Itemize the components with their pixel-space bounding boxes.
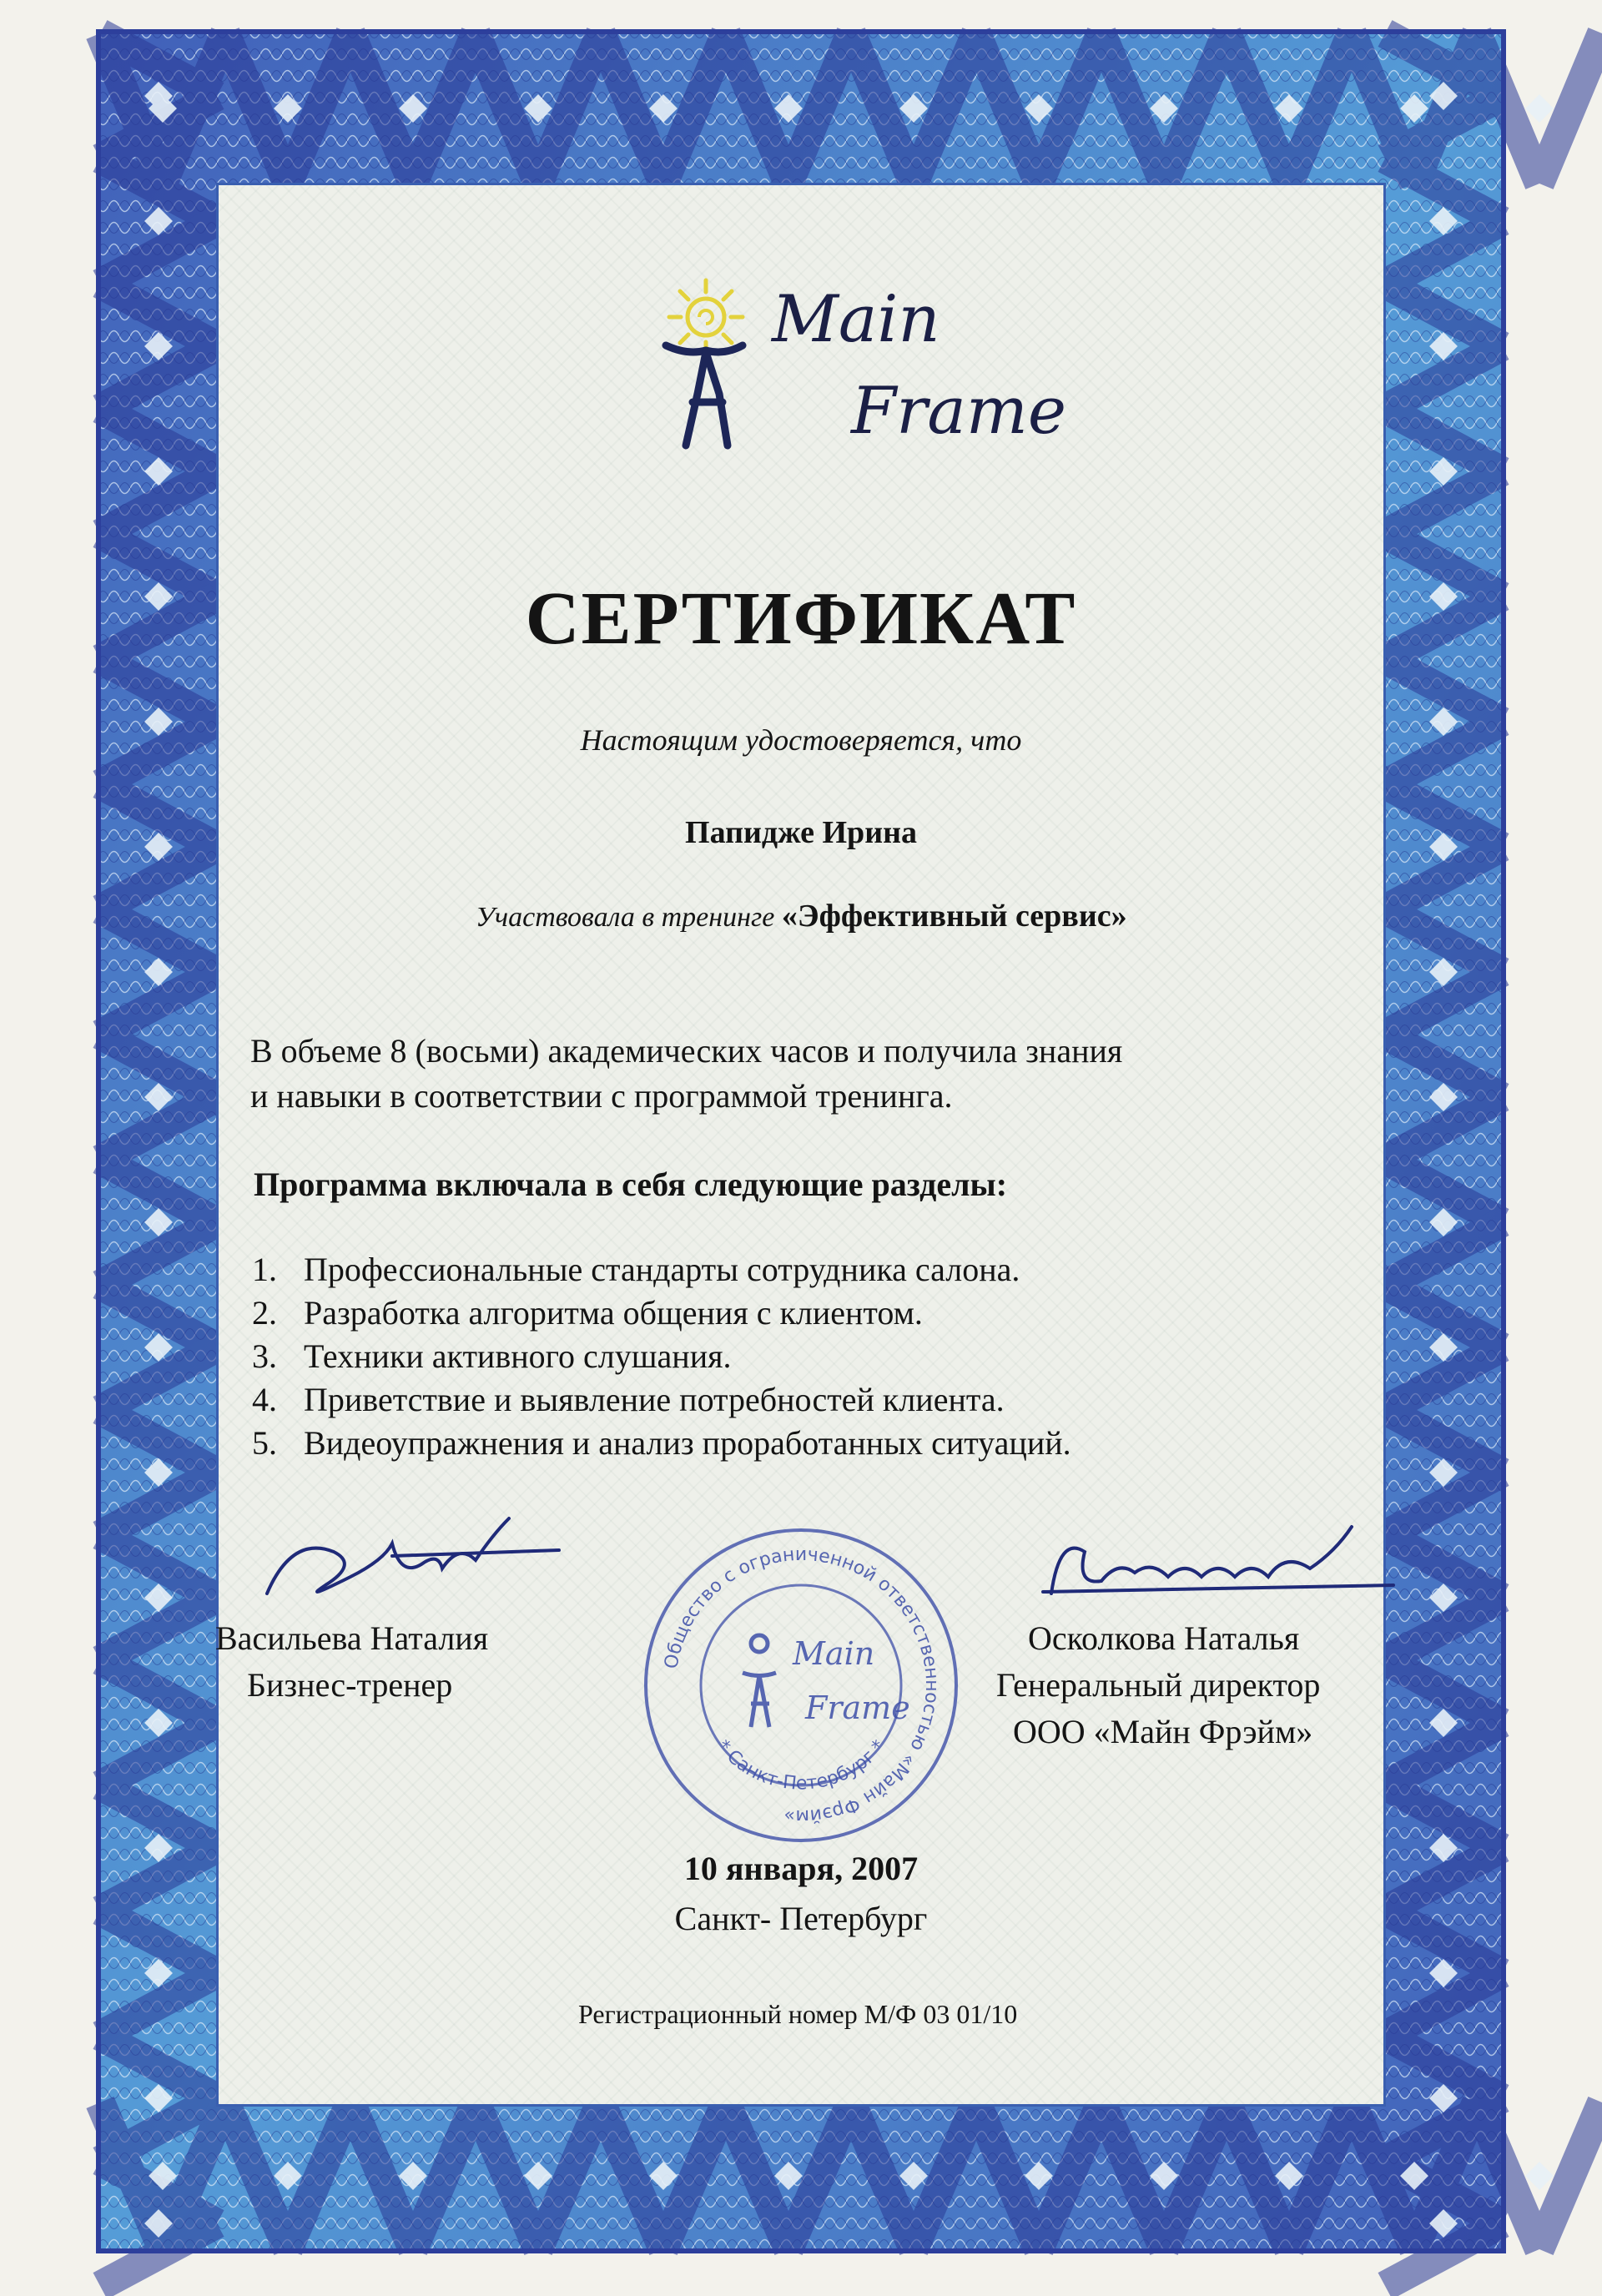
stamp-logo-icon [743, 1635, 776, 1727]
list-item-number: 2. [252, 1294, 277, 1332]
signatory-right-role: Генеральный директор [996, 1666, 1321, 1704]
svg-text:* Санкт-Петербург * [713, 1736, 890, 1794]
certificate-city: Санкт- Петербург [674, 1900, 928, 1937]
list-item-number: 4. [252, 1381, 277, 1418]
list-item-number: 3. [252, 1337, 277, 1375]
list-item-number: 1. [252, 1251, 277, 1288]
list-item [252, 1422, 1071, 1465]
list-item-number: 5. [252, 1424, 277, 1462]
stamp-bottom-text: * Санкт-Петербург * [712, 1736, 890, 1795]
signatory-right-company: ООО «Майн Фрэйм» [1013, 1713, 1313, 1750]
recipient-name: Папидже Ирина [685, 815, 917, 850]
training-prefix: Участвовала в тренинге [476, 902, 775, 933]
training-line [476, 898, 1127, 934]
logo-text-main: Main [772, 282, 940, 357]
body-text-line-1: В объеме 8 (восьми) академических часов и получила знания [250, 1032, 1123, 1070]
signatory-left-name: Васильева Наталия [215, 1619, 489, 1657]
list-item [252, 1378, 1071, 1422]
body-text-line-2: и навыки в соответствии с программой тренинга. [250, 1077, 953, 1115]
list-item-text: Видеоупражнения и анализ проработанных ситуаций. [304, 1424, 1071, 1462]
logo-text-frame: Frame [851, 374, 1067, 449]
program-heading: Программа включала в себя следующие разделы: [254, 1166, 1008, 1203]
list-item-text: Разработка алгоритма общения с клиентом. [304, 1294, 923, 1332]
signature-left [242, 1485, 592, 1619]
signatory-left-role: Бизнес-тренер [247, 1666, 453, 1704]
signatory-right-name: Осколкова Наталья [1028, 1619, 1300, 1657]
company-stamp [634, 1518, 968, 1852]
registration-number: Регистрационный номер М/Ф 03 01/10 [578, 1999, 1018, 2029]
list-item [252, 1335, 1071, 1378]
list-item [252, 1292, 1071, 1335]
figure-icon [666, 345, 743, 446]
list-item-text: Профессиональные стандарты сотрудника салона. [304, 1251, 1020, 1288]
list-item-text: Техники активного слушания. [304, 1337, 732, 1375]
program-list [252, 1248, 1071, 1465]
training-name: «Эффективный сервис» [781, 899, 1127, 934]
stamp-logo-text-main: Main [793, 1635, 875, 1672]
certificate-title: СЕРТИФИКАТ [525, 577, 1077, 660]
list-item [252, 1248, 1071, 1292]
signature-right [1035, 1502, 1402, 1619]
sun-icon [669, 280, 743, 354]
stamp-ring-text: Общество с ограниченной ответственностью «Майн Фрэйм» [661, 1543, 943, 1827]
list-item-text: Приветствие и выявление потребностей клиента. [304, 1381, 1005, 1418]
stamp-logo-text-frame: Frame [805, 1689, 910, 1726]
intro-text: Настоящим удостоверяется, что [580, 723, 1022, 757]
certificate-date: 10 января, 2007 [683, 1850, 919, 1887]
